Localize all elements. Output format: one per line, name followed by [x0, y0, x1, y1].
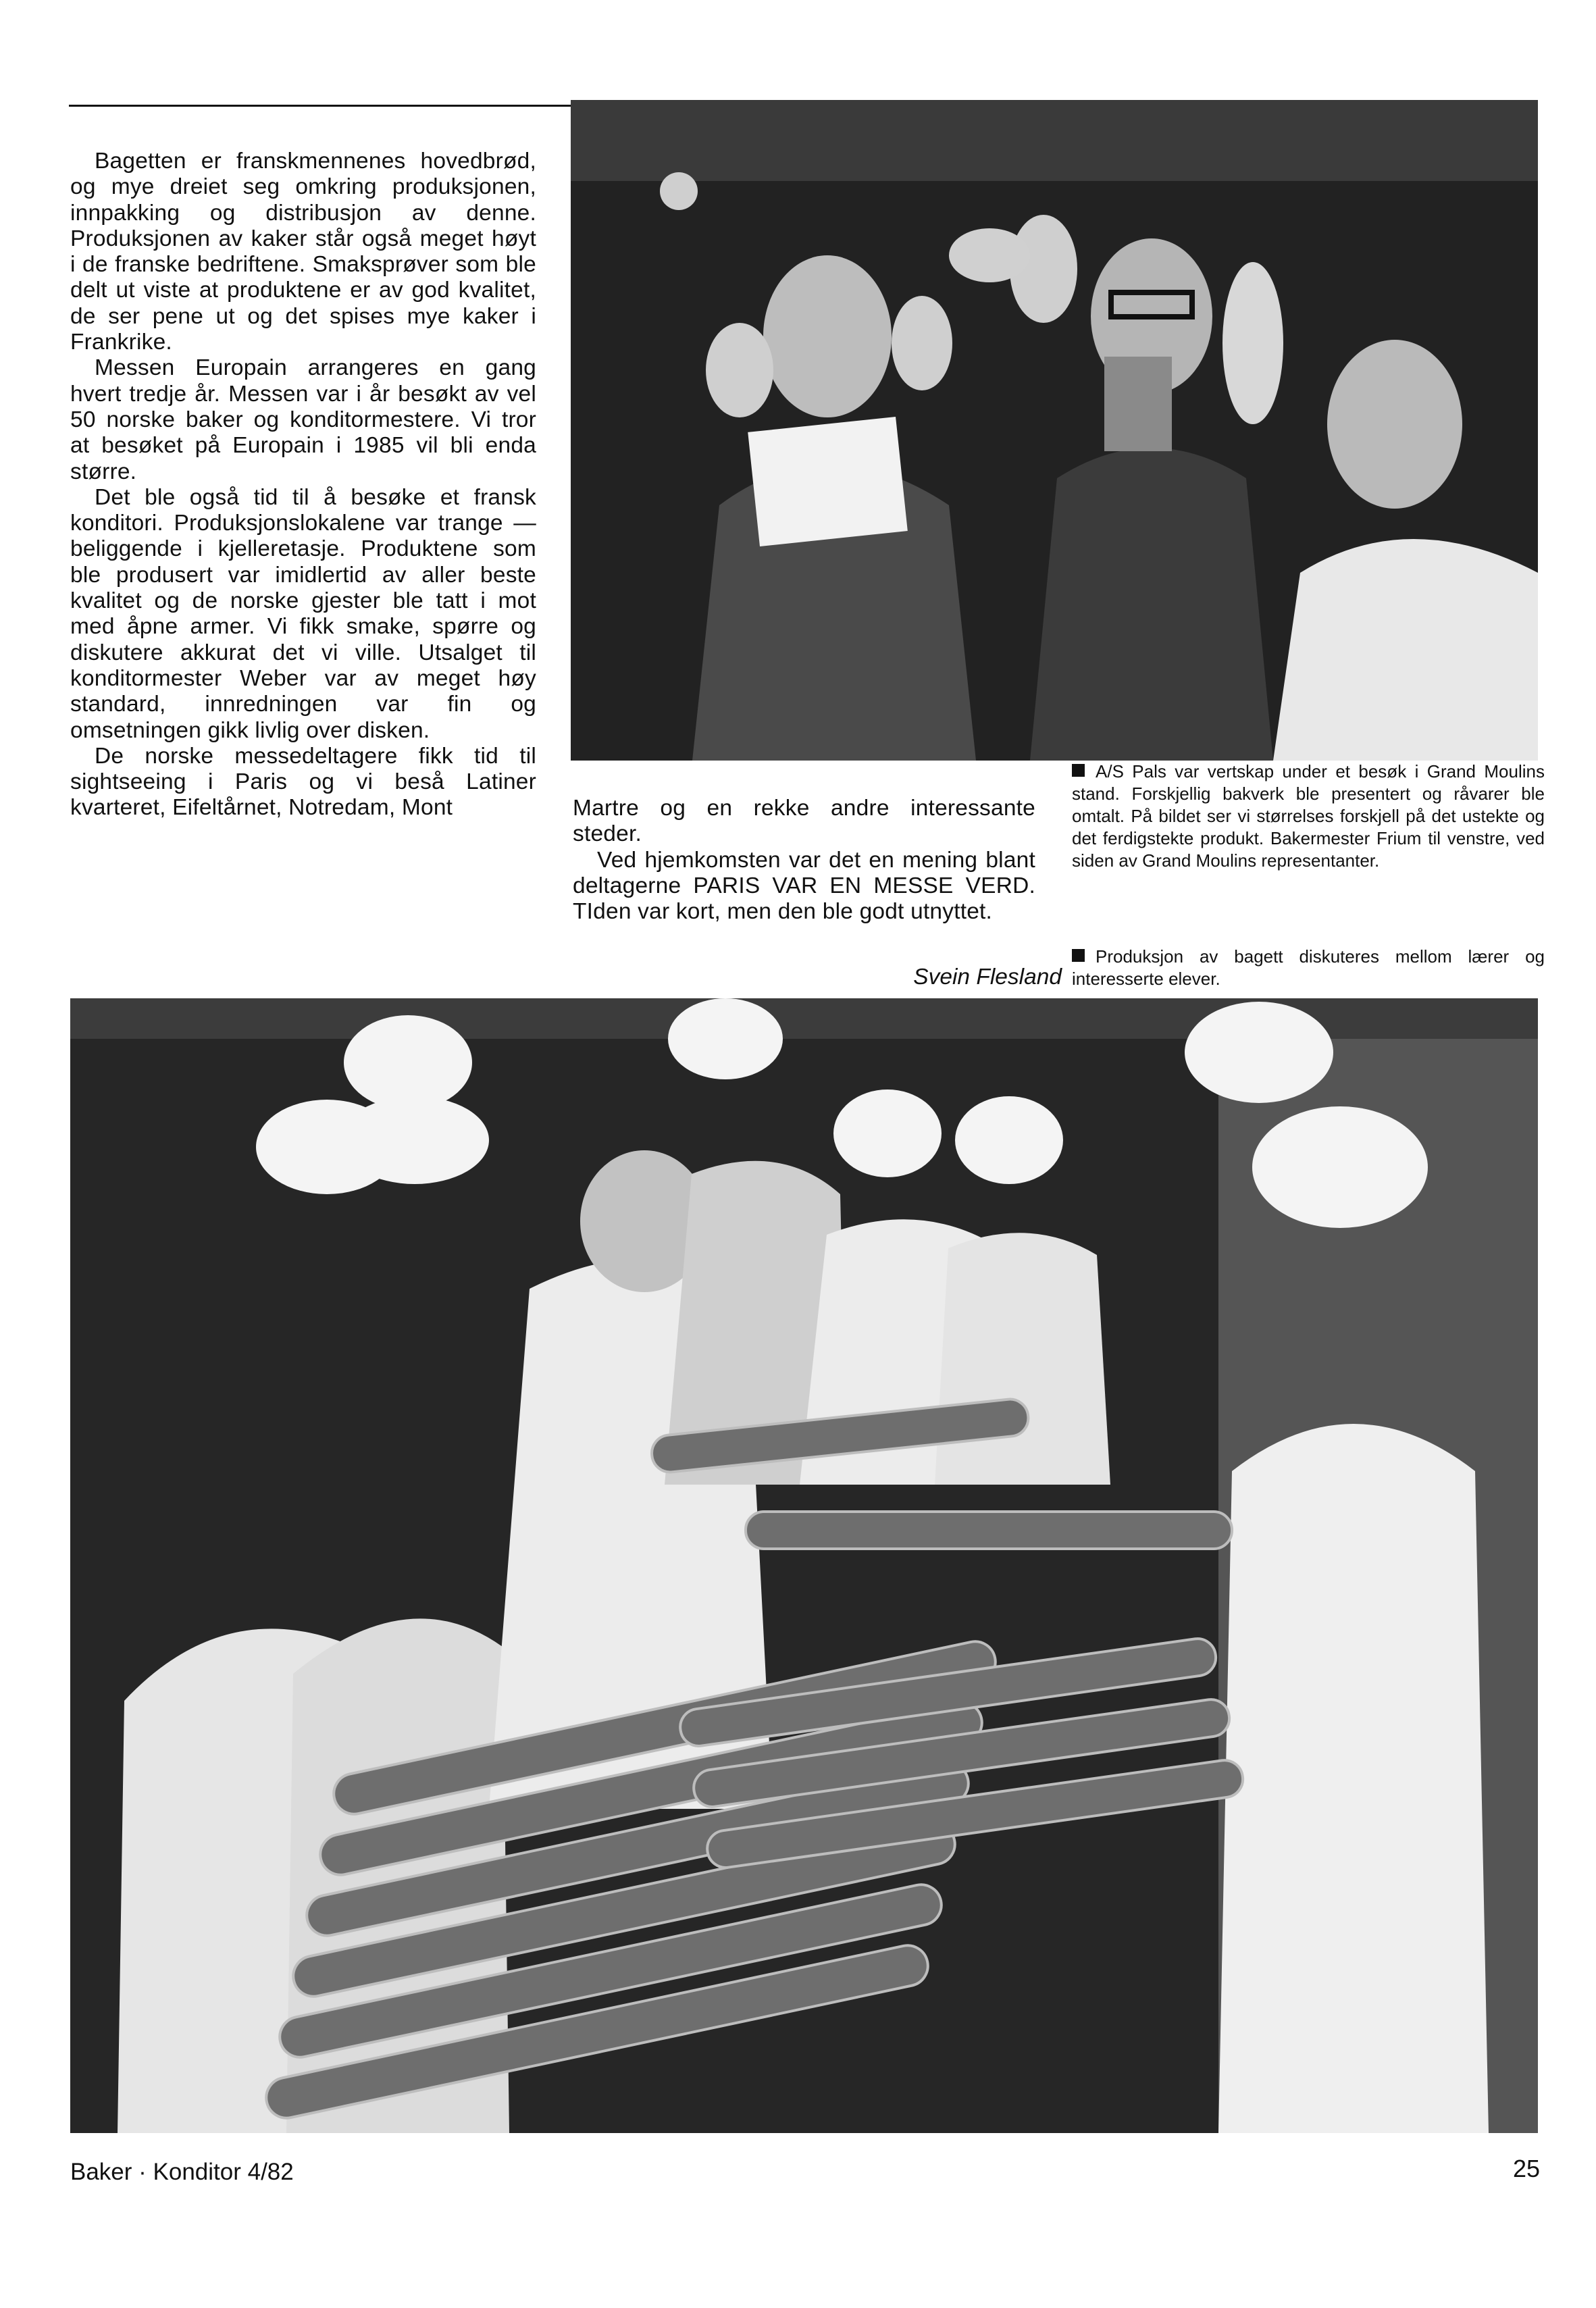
caption-bullet-square [1072, 764, 1085, 777]
caption-grand-moulins [1072, 761, 1545, 872]
top-rule [69, 105, 574, 107]
paragraph-6: Ved hjemkomsten var det en mening blant deltagerne PARIS VAR EN MESSE VERD. TIden var kort, men den ble godt utnyttet. [573, 847, 1035, 925]
author-byline: Svein Flesland [913, 965, 1062, 990]
photo-grand-moulins-illustration [571, 100, 1538, 761]
footer-publication: Baker · Konditor 4/82 [70, 2159, 294, 2185]
paragraph-1: Bagetten er franskmennenes hovedbrød, og mye dreiet seg omkring produksjonen, innpakking og distribusjon av denne. Produksjonen av kaker står også meget høyt i de franske bedriftene. Smaksprøver som ble delt ut viste at produktene er av god kvalitet, de ser pene ut og det spises mye kaker i Frankrike. [70, 149, 536, 355]
article-middle-column [573, 796, 1035, 925]
article-left-column [70, 149, 536, 821]
photo-baguette-production [70, 998, 1538, 2133]
caption-bullet-square [1072, 949, 1085, 962]
caption-2-text: Produksjon av bagett diskuteres mellom lærer og interesserte elever. [1072, 946, 1545, 989]
photo-baguette-illustration [70, 998, 1538, 2133]
paragraph-5: Martre og en rekke andre interessante steder. [573, 796, 1035, 847]
paragraph-4: De norske messedeltagere fikk tid til sightseeing i Paris og vi beså Latiner kvarteret, Eifeltårnet, Notredam, Mont [70, 743, 536, 821]
footer-page-number: 25 [1512, 2155, 1540, 2182]
photo-grand-moulins-stand [571, 100, 1538, 761]
paragraph-3: Det ble også tid til å besøke et fransk konditori. Produksjonslokalene var trange — beliggende i kjelleretasje. Produktene som ble produsert var imidlertid av aller beste kvalitet og de norske gjester ble tatt i mot med åpne armer. Vi fikk smake, spørre og diskutere akkurat det vi ville. Utsalget til konditormester Weber var av meget høy standard, innredningen var fin og omsetningen gikk livlig over disken. [70, 484, 536, 743]
paragraph-2: Messen Europain arrangeres en gang hvert tredje år. Messen var i år besøkt av vel 50 norske baker og konditormestere. Vi tror at besøket på Europain i 1985 vil bli enda større. [70, 355, 536, 484]
caption-1-text: A/S Pals var vertskap under et besøk i Grand Moulins stand. Forskjellig bakverk ble presentert og råvarer ble omtalt. På bildet ser vi størrelses forskjell på det ustekte og det ferdigstekte produkt. Bakermester Frium til venstre, ved siden av Grand Moulins representanter. [1072, 761, 1545, 871]
caption-bagett-production [1072, 946, 1545, 990]
